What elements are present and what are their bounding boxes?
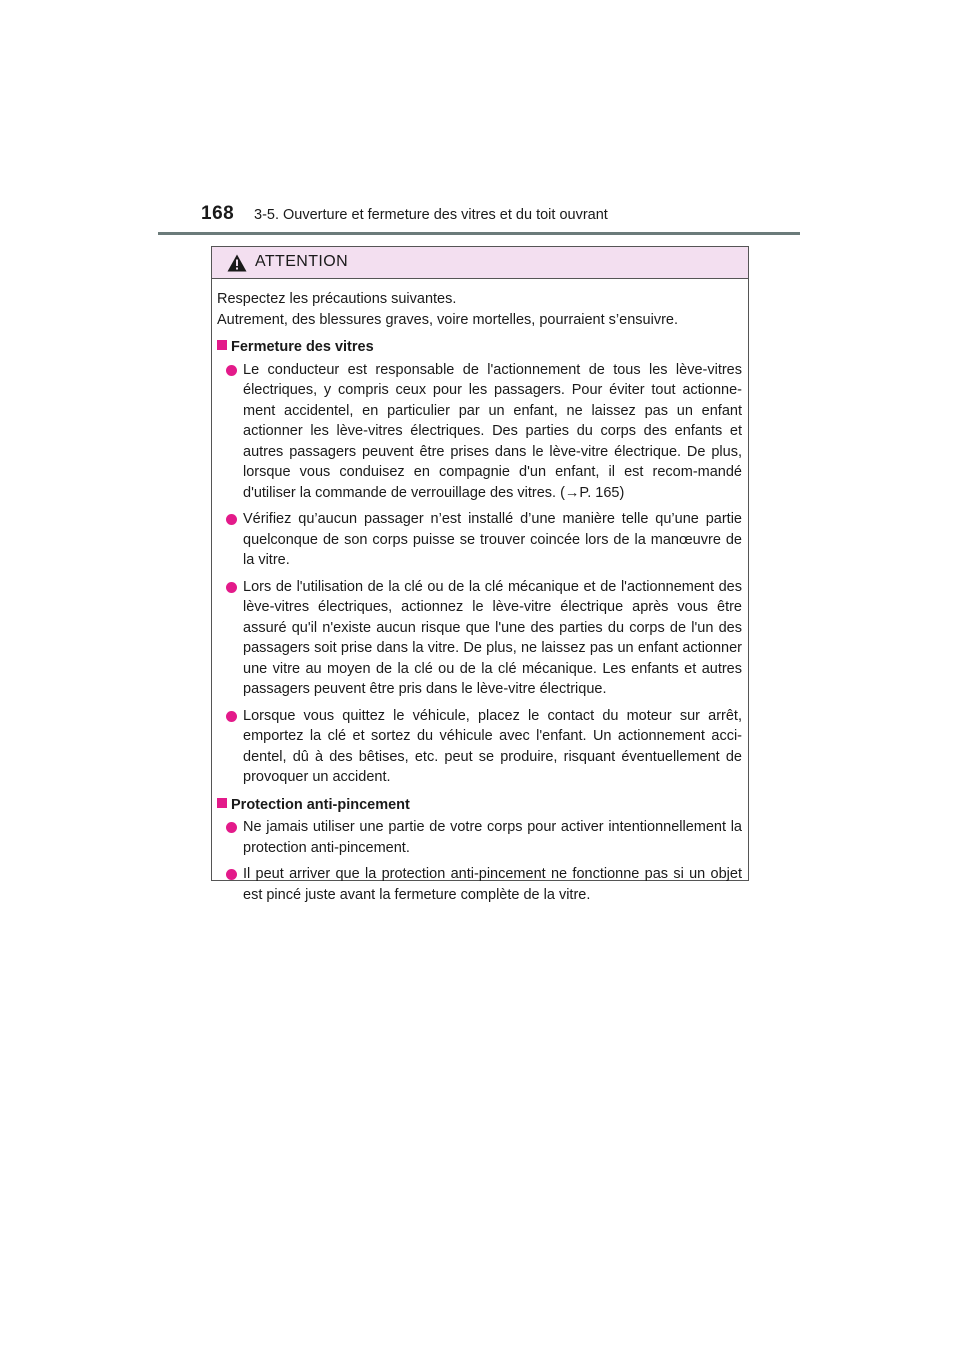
circle-bullet-icon [226, 514, 237, 525]
circle-bullet-icon [226, 582, 237, 593]
list-item [217, 817, 742, 858]
section-heading-window-closing [217, 337, 742, 358]
list-item-text: Lors de l'utilisation de la clé ou de la clé mécanique et de l'actionnement des lève-vitres électriques, actionnez le lève-vitre électrique après vous être assuré qu'il n'existe aucun risque que l'une des parties du corps de l'un des passagers soit prise dans la vitre. De plus, ne laissez pas un enfant actionner une vitre au moyen de la clé ou de la clé mécanique. Les enfants et autres passagers peuvent être pris dans le lève-vitre électrique. [243, 578, 742, 697]
caution-box [211, 246, 749, 903]
list-item [217, 706, 742, 788]
caution-title: ATTENTION [255, 253, 349, 270]
list-item-text: Vérifiez qu’aucun passager n’est installé d’une manière telle qu’une partie quelconque de son corps puisse se trouver coincée lors de la manœuvre de la vitre. [243, 511, 742, 568]
section-heading-anti-pinch [217, 795, 742, 816]
list-item [217, 577, 742, 700]
intro-line: Respectez les précautions suivantes. [217, 291, 457, 307]
list-item [217, 509, 742, 571]
section-title: 3-5. Ouverture et fermeture des vitres et du toit ouvrant [254, 207, 608, 223]
intro-line: Autrement, des blessures graves, voire mortelles, pourraient s’ensuivre. [217, 311, 678, 328]
warning-triangle-icon [227, 254, 247, 272]
caution-body [212, 279, 748, 905]
section-heading-label: Protection anti-pincement [231, 796, 410, 813]
list-item-text: Lorsque vous quittez le véhicule, placez le contact du moteur sur arrêt, emportez la clé et sortez du véhicule avec l'enfant. Un actionnement acci-dentel, dû à des bêtises, etc. peut se produire, risquant éventuellement de provoquer un accident. [243, 707, 742, 785]
square-bullet-icon [217, 798, 227, 808]
list-item [217, 864, 742, 905]
circle-bullet-icon [226, 822, 237, 833]
section-heading-label: Fermeture des vitres [231, 339, 374, 355]
list-item-text: Ne jamais utiliser une partie de votre corps pour activer intentionnellement la protection anti-pincement. [243, 819, 742, 856]
square-bullet-icon [217, 340, 227, 350]
caution-header [212, 247, 748, 279]
list-item [217, 360, 742, 504]
list-item-text: Le conducteur est responsable de l'actionnement de tous les lève-vitres électriques, y compris ceux pour les passagers. Pour éviter tout actionne-ment accidentel, en particulier par un enfant, ne laissez pas un enfant actionner les lève-vitres électriques. Des parties du corps des enfants et autres passagers peuvent être prises dans le lève-vitre électrique. De plus, lorsque vous conduisez en compagnie d'un enfant, il est recom-mandé d'utiliser la commande de verrouillage des vitres. (→P. 165) [243, 361, 742, 501]
list-item-text: Il peut arriver que la protection anti-pincement ne fonctionne pas si un objet est pincé juste avant la fermeture complète de la vitre. [243, 866, 742, 903]
circle-bullet-icon [226, 711, 237, 722]
circle-bullet-icon [226, 869, 237, 880]
page-number: 168 [201, 203, 235, 224]
caution-intro [217, 289, 742, 330]
circle-bullet-icon [226, 365, 237, 376]
header-rule [158, 232, 800, 235]
